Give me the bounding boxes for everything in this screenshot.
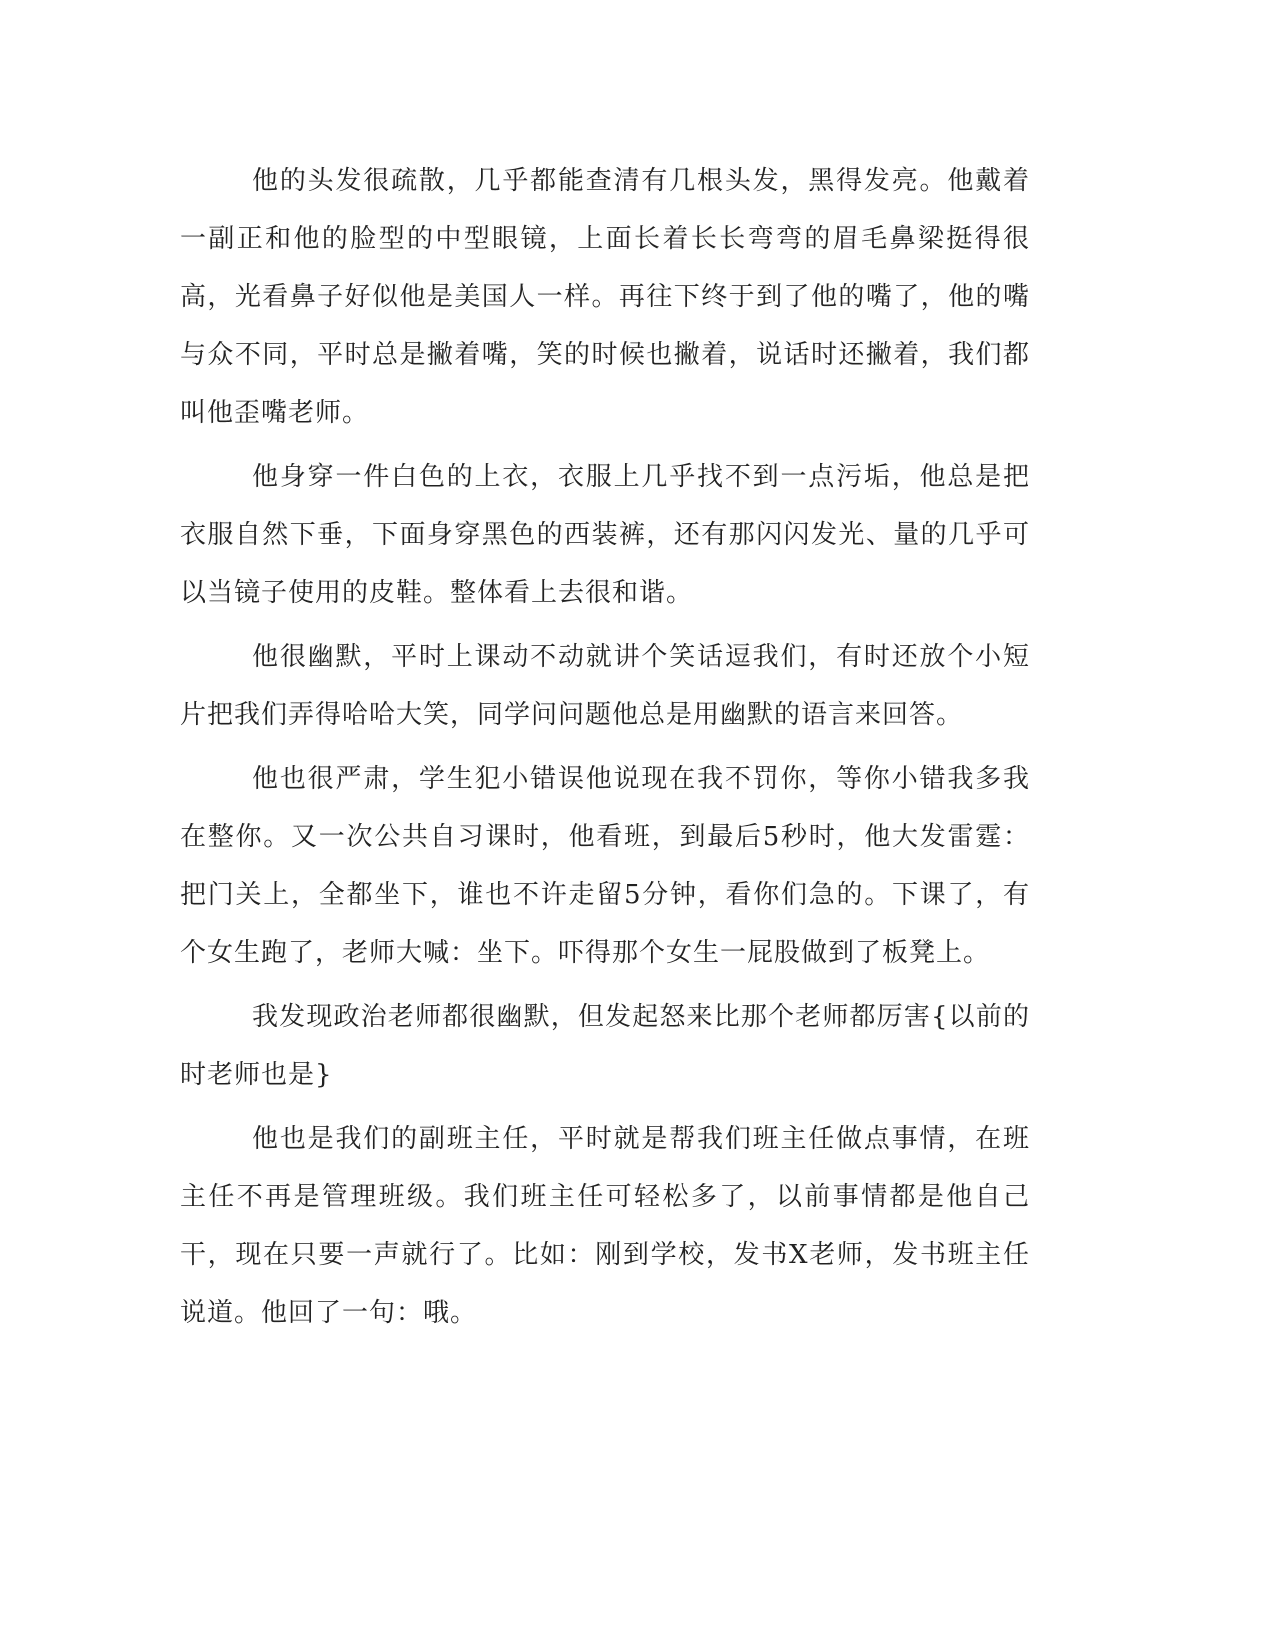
paragraph-politics-teacher: 我发现政治老师都很幽默，但发起怒来比那个老师都厉害{以前的时老师也是} (180, 1002, 1030, 1090)
paragraph-vice-head-teacher: 他也是我们的副班主任，平时就是帮我们班主任做点事情，在班主任不再是管理班级。我们班主任可轻松多了，以前事情都是他自己干，现在只要一声就行了。比如：刚到学校，发书X老师，发书班主任说道。他回了一句：哦。 (180, 1124, 1030, 1328)
paragraph-hair-glasses-mouth: 他的头发很疏散，几乎都能查清有几根头发，黑得发亮。他戴着一副正和他的脸型的中型眼镜，上面长着长长弯弯的眉毛鼻梁挺得很高，光看鼻子好似他是美国人一样。再往下终于到了他的嘴了，他的嘴与众不同，平时总是撇着嘴，笑的时候也撇着，说话时还撇着，我们都叫他歪嘴老师。 (180, 166, 1030, 428)
paragraph-humor: 他很幽默，平时上课动不动就讲个笑话逗我们，有时还放个小短片把我们弄得哈哈大笑，同学问问题他总是用幽默的语言来回答。 (180, 642, 1030, 730)
document-body (180, 152, 1030, 1348)
paragraph-clothing: 他身穿一件白色的上衣，衣服上几乎找不到一点污垢，他总是把衣服自然下垂，下面身穿黑色的西装裤，还有那闪闪发光、量的几乎可以当镜子使用的皮鞋。整体看上去很和谐。 (180, 462, 1030, 608)
paragraph-strict: 他也很严肃，学生犯小错误他说现在我不罚你，等你小错我多我在整你。又一次公共自习课时，他看班，到最后5秒时，他大发雷霆：把门关上，全都坐下，谁也不许走留5分钟，看你们急的。下课了，有个女生跑了，老师大喊：坐下。吓得那个女生一屁股做到了板凳上。 (180, 764, 1030, 968)
